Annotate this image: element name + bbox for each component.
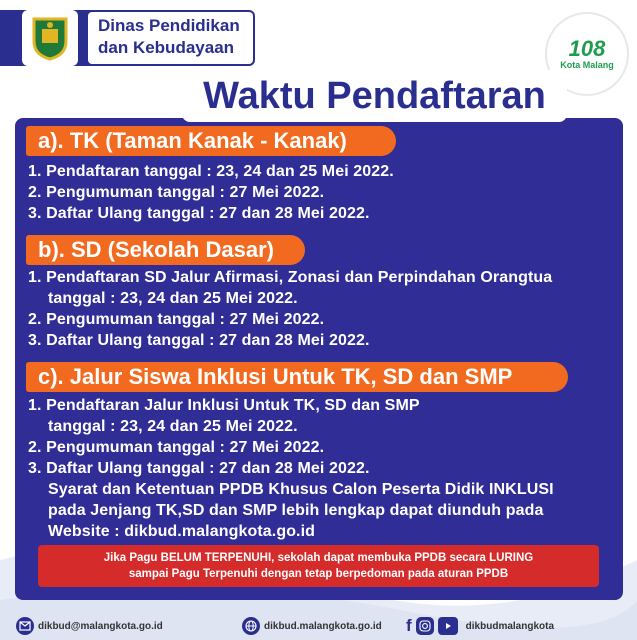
section-a-line-1: 1. Pendaftaran tanggal : 23, 24 dan 25 Mei 2022. — [28, 163, 394, 180]
section-c-line-3: 2. Pengumuman tanggal : 27 Mei 2022. — [28, 439, 325, 456]
crest-icon — [30, 15, 70, 61]
email-icon — [16, 617, 34, 635]
section-b-line-4: 3. Daftar Ulang tanggal : 27 dan 28 Mei 2022. — [28, 332, 370, 349]
city-logo-number: 108 — [568, 36, 606, 61]
section-c-line-2: tanggal : 23, 24 dan 25 Mei 2022. — [48, 418, 298, 435]
page-title: Waktu Pendaftaran — [182, 70, 567, 122]
section-a-line-2: 2. Pengumuman tanggal : 27 Mei 2022. — [28, 184, 325, 201]
instagram-icon[interactable] — [416, 617, 434, 635]
section-c-line-5: Syarat dan Ketentuan PPDB Khusus Calon Peserta Didik INKLUSI — [48, 481, 554, 498]
dept-logo — [22, 10, 78, 66]
section-c-line-7: Website : dikbud.malangkota.go.id — [48, 523, 316, 540]
section-b-line-3: 2. Pengumuman tanggal : 27 Mei 2022. — [28, 311, 325, 328]
section-b-label: b). SD (Sekolah Dasar) — [26, 235, 305, 265]
city-logo-text: Kota Malang — [560, 60, 614, 70]
section-b-line-1: 1. Pendaftaran SD Jalur Afirmasi, Zonasi dan Perpindahan Orangtua — [28, 269, 553, 286]
dept-name — [88, 12, 253, 64]
section-c-line-1: 1. Pendaftaran Jalur Inklusi Untuk TK, SD dan SMP — [28, 397, 420, 414]
section-a-label: a). TK (Taman Kanak - Kanak) — [26, 126, 396, 156]
dept-line-1: Dinas Pendidikan — [98, 16, 240, 35]
notice-line-1: Jika Pagu BELUM TERPENUHI, sekolah dapat membuka PPDB secara LURING — [103, 552, 534, 564]
luring-notice — [38, 545, 599, 587]
footer-social-text: dikbudmalangkota — [465, 620, 555, 632]
section-a-line-3: 3. Daftar Ulang tanggal : 27 dan 28 Mei 2022. — [28, 205, 370, 222]
section-c-line-6: pada Jenjang TK,SD dan SMP lebih lengkap dapat diunduh pada — [48, 502, 544, 519]
facebook-icon[interactable]: f — [406, 616, 412, 635]
dept-line-2: dan Kebudayaan — [98, 38, 235, 57]
footer-website[interactable] — [242, 617, 382, 635]
section-c-line-4: 3. Daftar Ulang tanggal : 27 dan 28 Mei 2022. — [28, 460, 370, 477]
footer-website-text: dikbud.malangkota.go.id — [264, 620, 382, 632]
youtube-icon[interactable] — [438, 617, 458, 635]
section-c-label: c). Jalur Siswa Inklusi Untuk TK, SD dan SMP — [26, 362, 568, 392]
globe-icon — [242, 617, 260, 635]
notice-line-2: sampai Pagu Terpenuhi dengan tetap berpedoman pada aturan PPDB — [128, 568, 509, 580]
footer-email[interactable] — [16, 617, 163, 635]
footer — [0, 612, 637, 640]
footer-social[interactable] — [406, 616, 554, 636]
footer-email-text: dikbud@malangkota.go.id — [38, 620, 163, 632]
section-b-line-2: tanggal : 23, 24 dan 25 Mei 2022. — [48, 290, 298, 307]
